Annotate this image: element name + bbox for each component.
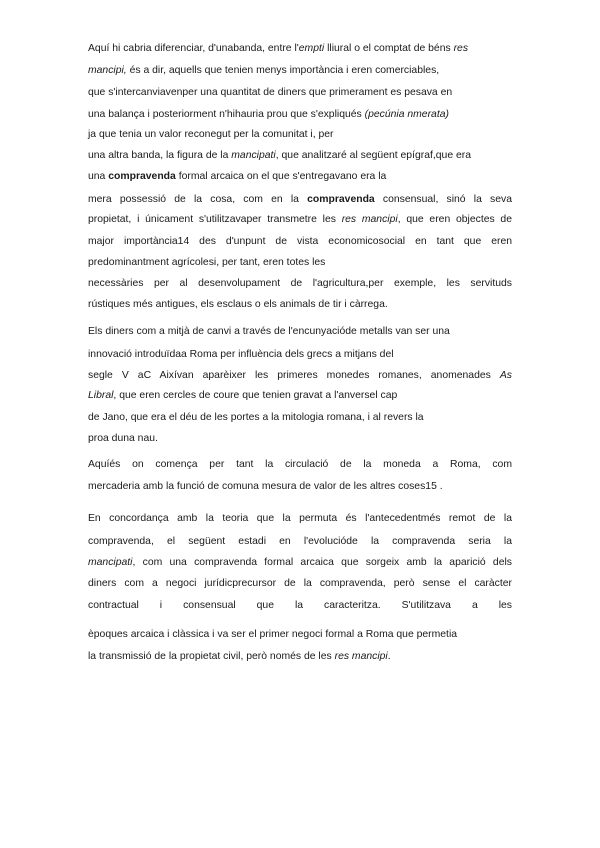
text-run: èpoques arcaica i clàssica i va ser el primer negoci formal a Roma que permetia [88,629,458,640]
paragraph-1-line [88,235,512,248]
text-run: Aquí hi cabria diferenciar, d'unabanda, entre l' [88,43,299,54]
text-run: una balança i posteriorment n'hihauria prou que s'expliqués [88,109,365,120]
italic-term: Libral [88,390,114,401]
text-run: una [88,171,109,182]
italic-term: (pecúnia nmerata) [364,109,449,120]
paragraph-1-line [88,86,452,99]
text-run: diners com a negoci jurídicprecursor de la compravenda, però sense el caràcter [88,578,512,589]
text-run: proa duna nau. [88,433,158,444]
text-run: lliural o el comptat de béns [324,43,454,54]
paragraph-2-line [88,325,450,338]
italic-term: mancipi, [88,65,127,76]
paragraph-1-line [88,64,439,77]
text-run: mercaderia amb la funció de comuna mesura de valor de les altres coses15 . [88,481,443,492]
text-run: En concordança amb la teoria que la permuta és l'antecedentmés remot de la [88,513,512,524]
text-run: , que eren cercles de coure que tenien gravat a l'anversel cap [113,390,398,401]
text-run: Els diners com a mitjà de canvi a través de l'encunyacióde metalls van ser una [88,326,450,337]
text-run: , que eren objectes de [397,214,512,225]
paragraph-2-line [88,411,424,424]
text-run: major importància14 des d'unpunt de vista economicosocial en tant que eren [88,236,512,247]
paragraph-3-line [88,458,512,471]
paragraph-4-line [88,556,512,569]
text-run: . [387,651,391,662]
paragraph-1-line [88,213,512,226]
text-run: consensual, sinó la seva [374,194,512,205]
paragraph-4-line [88,535,512,548]
text-run: , que analitzaré al següent epígraf,que era [275,150,472,161]
text-run: contractual i consensual que la caracteritza. S'utilitzava a les [88,600,512,611]
bold-term: compravenda [108,171,176,182]
paragraph-4-line [88,599,512,612]
paragraph-1-line [88,170,386,183]
paragraph-2-line [88,348,394,361]
paragraph-4-line [88,512,512,525]
paragraph-1-line [88,149,471,162]
paragraph-2-line [88,389,397,402]
paragraph-1-line [88,128,333,141]
text-run: una altra banda, la figura de la [88,150,232,161]
italic-term: mancipati [88,557,133,568]
bold-term: compravenda [307,194,375,205]
text-run: mera possessió de la cosa, com en la [88,194,308,205]
text-run: de Jano, que era el déu de les portes a la mitologia romana, i al revers la [88,412,424,423]
paragraph-1-line [88,256,325,269]
text-run: Aquíés on comença per tant la circulació de la moneda a Roma, com [88,459,512,470]
paragraph-2-line [88,432,158,445]
text-run: propietat, i únicament s'utilitzavaper transmetre les [88,214,342,225]
text-run: rústiques més antigues, els esclaus o els animals de tir i càrrega. [88,299,388,310]
italic-term: res mancipi [334,651,388,662]
italic-term: empti [298,43,325,54]
paragraph-1-line [88,42,468,55]
italic-term: As [499,370,512,381]
text-run: innovació introduïdaa Roma per influència dels grecs a mitjans del [88,349,394,360]
text-run: segle V aC Aixívan aparèixer les primeres monedes romanes, anomenades [88,370,500,381]
paragraph-1-line [88,277,512,290]
text-run: , com una compravenda formal arcaica que sorgeix amb la aparició dels [132,557,512,568]
text-run: necessàries per al desenvolupament de l'agricultura,per exemple, les servituds [88,278,512,289]
italic-term: res mancipi [341,214,398,225]
text-run: és a dir, aquells que tenien menys importància i eren comerciables, [126,65,440,76]
text-run: formal arcaica on el que s'entregavano era la [175,171,387,182]
paragraph-1-line [88,108,449,121]
paragraph-2-line [88,369,512,382]
italic-term: res [453,43,469,54]
paragraph-4-line [88,577,512,590]
italic-term: mancipati [231,150,276,161]
paragraph-3-line [88,480,443,493]
paragraph-1-line [88,193,512,206]
paragraph-5-line [88,650,391,663]
text-run: la transmissió de la propietat civil, però només de les [88,651,335,662]
paragraph-1-line [88,298,388,311]
text-run: predominantment agrícolesi, per tant, eren totes les [88,257,326,268]
paragraph-5-line [88,628,457,641]
text-run: compravenda, el següent estadi en l'evolucióde la compravenda seria la [88,536,512,547]
text-run: que s'intercanviavenper una quantitat de diners que primerament es pesava en [88,87,453,98]
text-run: ja que tenia un valor reconegut per la comunitat i, per [88,129,334,140]
